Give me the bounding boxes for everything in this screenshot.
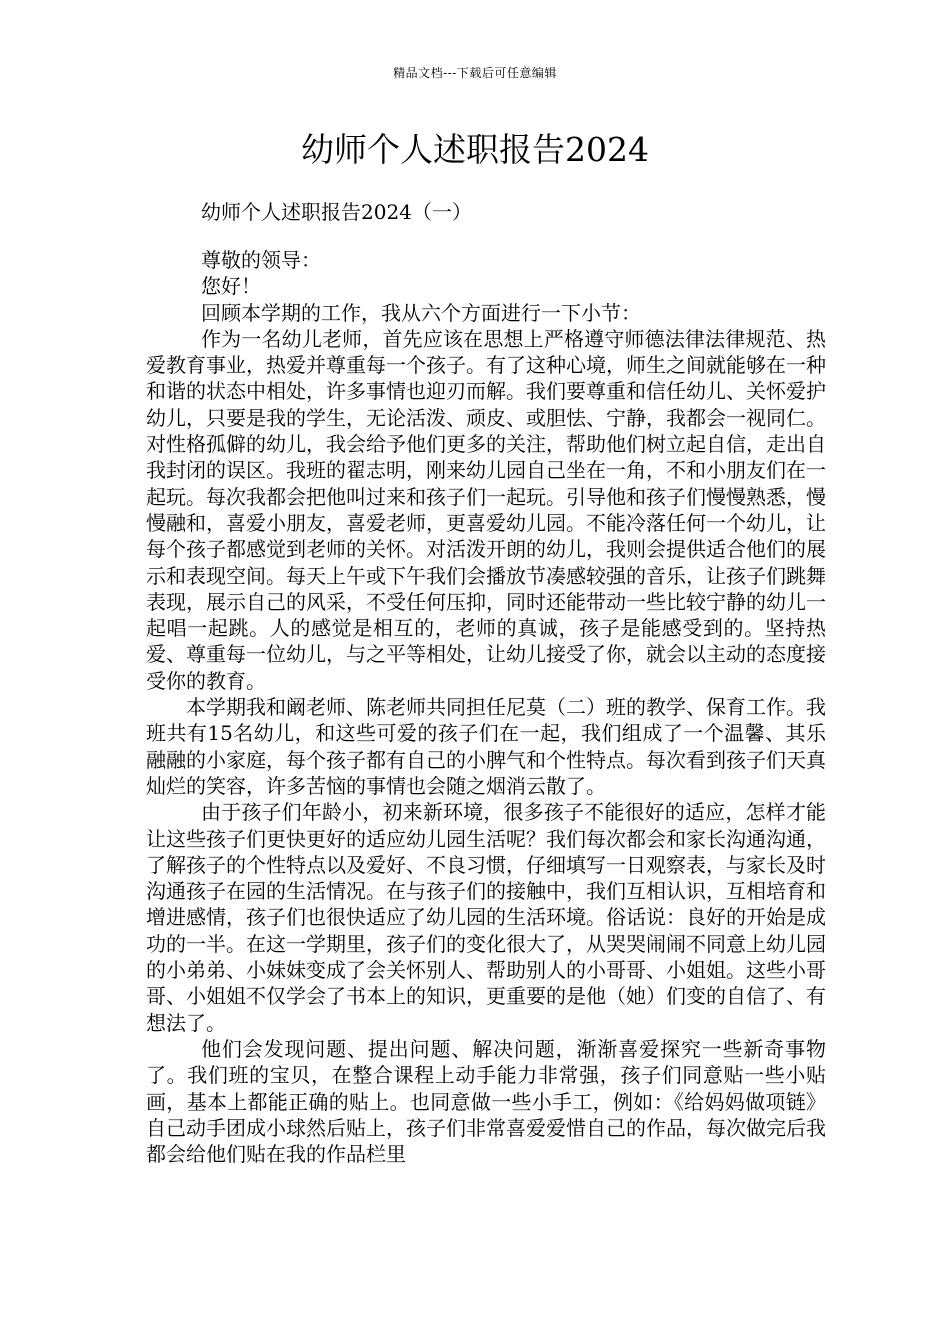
document-body (146, 247, 826, 1167)
paragraph-4: 他们会发现问题、提出问题、解决问题，渐渐喜爱探究一些新奇事物了。我们班的宝贝，在整合课程上动手能力非常强，孩子们同意贴一些小贴画，基本上都能正确的贴上。也同意做一些小手工，例如：《给妈妈做项链》自己动手团成小球然后贴上，孩子们非常喜爱爱惜自己的作品，每次做完后我都会给他们贴在我的作品栏里 (146, 1036, 826, 1167)
greeting: 您好！ (201, 274, 261, 299)
paragraph-1: 作为一名幼儿老师，首先应该在思想上严格遵守师德法律法律规范、热爱教育事业，热爱并尊重每一个孩子。有了这种心境，师生之间就能够在一种和谐的状态中相处，许多事情也迎刃而解。我们要尊重和信任幼儿、关怀爱护幼儿，只要是我的学生，无论活泼、顽皮、或胆怯、宁静，我都会一视同仁。对性格孤僻的幼儿，我会给予他们更多的关注，帮助他们树立起自信，走出自我封闭的误区。我班的翟志明，刚来幼儿园自己坐在一角，不和小朋友们在一起玩。每次我都会把他叫过来和孩子们一起玩。引导他和孩子们慢慢熟悉，慢慢融和，喜爱小朋友，喜爱老师，更喜爱幼儿园。不能冷落任何一个幼儿，让每个孩子都感觉到老师的关怀。对活泼开朗的幼儿，我则会提供适合他们的展示和表现空间。每天上午或下午我们会播放节凑感较强的音乐，让孩子们跳舞表现，展示自己的风采，不受任何压抑，同时还能带动一些比较宁静的幼儿一起唱一起跳。人的感觉是相互的，老师的真诚，孩子是能感受到的。坚持热爱、尊重每一位幼儿，与之平等相处，让幼儿接受了你，就会以主动的态度接受你的教育。 (146, 326, 826, 693)
header-note: 精品文档---下载后可任意编辑 (393, 66, 557, 80)
paragraph-2: 本学期我和阚老师、陈老师共同担任尼莫（二）班的教学、保育工作。我班共有15名幼儿，和这些可爱的孩子们在一起，我们组成了一个温馨、其乐融融的小家庭，每个孩子都有自己的小脾气和个性特点。每次看到孩子们天真灿烂的笑容，许多苦恼的事情也会随之烟消云散了。 (146, 695, 826, 798)
salutation: 尊敬的领导： (201, 248, 321, 272)
paragraph-3: 由于孩子们年龄小，初来新环境，很多孩子不能很好的适应，怎样才能让这些孩子们更快更好的适应幼儿园生活呢？我们每次都会和家长沟通沟通，了解孩子的个性特点以及爱好、不良习惯，仔细填写一日观察表，与家长及时沟通孩子在园的生活情况。在与孩子们的接触中，我们互相认识，互相培育和增进感情，孩子们也很快适应了幼儿园的生活环境。俗话说：良好的开始是成功的一半。在这一学期里，孩子们的变化很大了，从哭哭闹闹不同意上幼儿园的小弟弟、小妹妹变成了会关怀别人、帮助别人的小哥哥、小姐姐。这些小哥哥、小姐姐不仅学会了书本上的知识，更重要的是他（她）们变的自信了、有想法了。 (146, 800, 826, 1035)
document-subtitle: 幼师个人述职报告2024（一） (201, 200, 472, 224)
document-title: 幼师个人述职报告2024 (301, 130, 649, 169)
intro-line: 回顾本学期的工作，我从六个方面进行一下小节： (201, 300, 641, 325)
